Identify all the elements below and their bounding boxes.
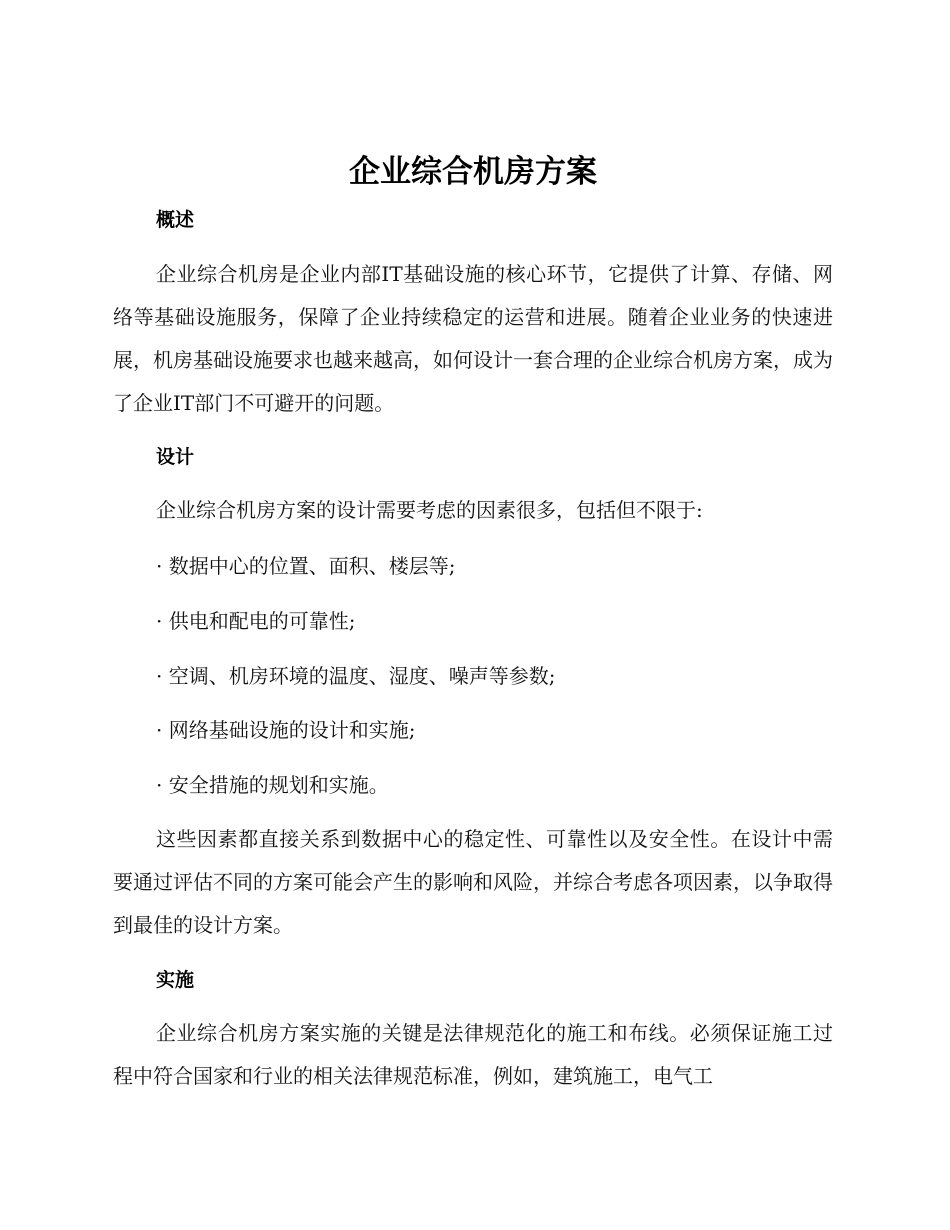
overview-paragraph: 企业综合机房是企业内部IT基础设施的核心环节，它提供了计算、存储、网络等基础设施服务，保障了企业持续稳定的运营和进展。随着企业业务的快速进展，机房基础设施要求也越来越高，如何设计一套合理的企业综合机房方案，成为了企业IT部门不可避开的问题。 (113, 262, 833, 415)
design-bullet-item: · 空调、机房环境的温度、湿度、噪声等参数; (156, 664, 556, 688)
design-intro-paragraph: 企业综合机房方案的设计需要考虑的因素很多，包括但不限于: (156, 498, 703, 522)
section-heading-design: 设计 (156, 446, 195, 468)
section-heading-overview: 概述 (156, 209, 195, 231)
design-bullet-item: · 网络基础设施的设计和实施; (156, 718, 416, 742)
document-title: 企业综合机房方案 (349, 154, 597, 190)
design-bullet-item: · 数据中心的位置、面积、楼层等; (156, 554, 456, 578)
section-heading-implementation: 实施 (156, 969, 195, 991)
design-bullet-item: · 安全措施的规划和实施。 (156, 773, 389, 797)
design-conclusion-paragraph: 这些因素都直接关系到数据中心的稳定性、可靠性以及安全性。在设计中需要通过评估不同的方案可能会产生的影响和风险，并综合考虑各项因素，以争取得到最佳的设计方案。 (113, 827, 833, 937)
design-bullet-item: · 供电和配电的可靠性; (156, 609, 356, 633)
implementation-paragraph: 企业综合机房方案实施的关键是法律规范化的施工和布线。必须保证施工过程中符合国家和行业的相关法律规范标准，例如，建筑施工，电气工 (113, 1021, 833, 1088)
